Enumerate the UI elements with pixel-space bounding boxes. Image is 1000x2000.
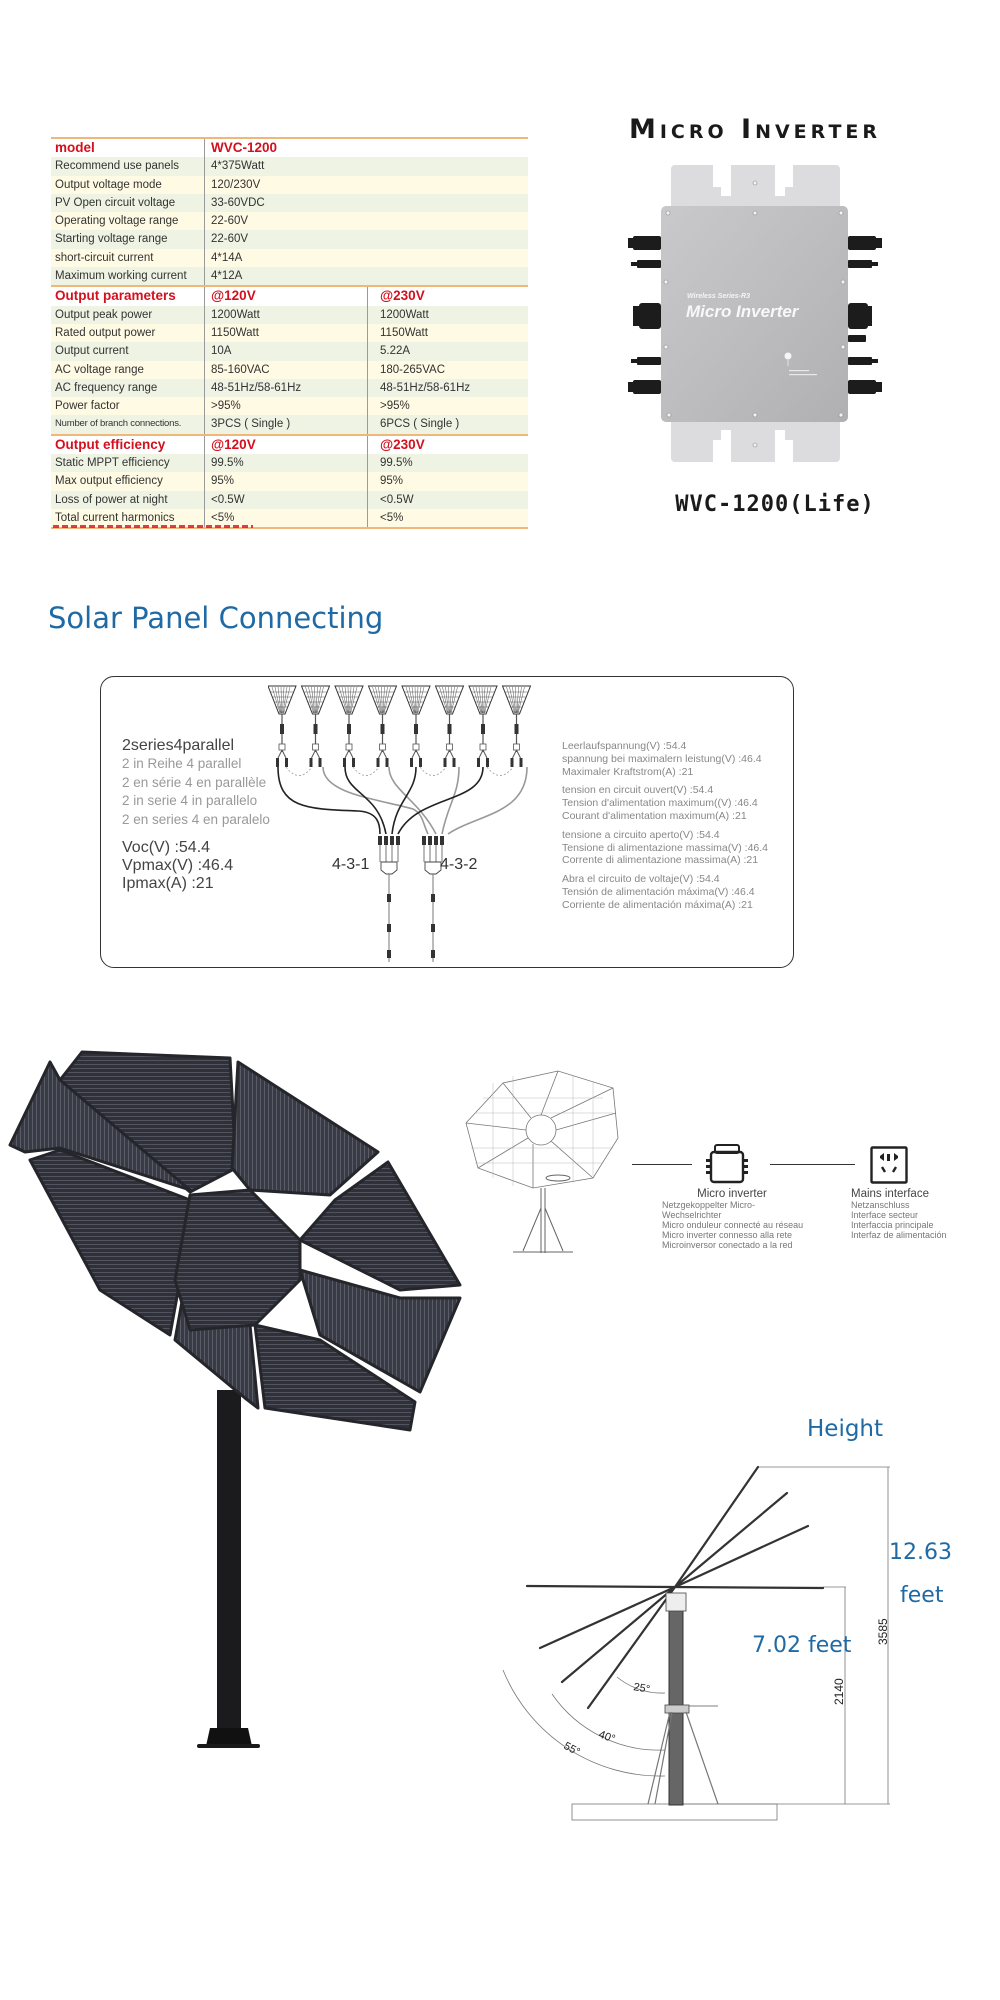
value-230v: <0.5W [367,491,528,509]
total-height-unit: feet [900,1583,944,1608]
row-value: 4*12A [204,267,528,285]
angle-label-55: 55° [561,1740,582,1759]
solar-panel-icon [469,686,497,714]
flow-sub-line: Interfaz de alimentación [851,1230,947,1240]
row-value: 33-60VDC [204,194,528,212]
config-title: 2series4parallel [122,737,235,754]
row-label: Output current [55,345,129,358]
value-120v: >95% [204,397,367,415]
output-efficiency-header-row [51,436,528,454]
solar-tree-photo [0,1040,480,1760]
row-label: AC frequency range [55,381,158,394]
solar-panel-icon [369,686,397,714]
column-header-120v: @120V [211,288,256,304]
micro-inverter-device-image [625,160,885,465]
column-header-230v: @230V [380,288,425,304]
flow-sub-line: Microinversor conectado a la red [662,1240,793,1250]
output-parameters-header-row [51,287,528,305]
value-230v: 1200Watt [367,306,528,324]
value-230v: 5.22A [367,342,528,360]
row-label: Total current harmonics [55,511,175,524]
spec-line: Corriente de alimentación máxima(A) :21 [562,898,753,911]
spec-group-it [562,829,768,867]
spec-line: tensione a circuito aperto(V) :54.4 [562,828,720,841]
column-header-120v: @120V [211,436,256,452]
table-row [51,157,528,175]
spec-vpmax: Vpmax(V) :46.4 [122,857,234,874]
value-120v: 48-51Hz/58-61Hz [204,379,367,397]
row-label: PV Open circuit voltage [55,196,176,209]
table-row [51,491,528,509]
table-row [51,415,528,433]
spec-line: Tension d'alimentation maximum((V) :46.4 [562,797,758,810]
row-label: Number of branch connections. [55,418,182,430]
row-value: 22-60V [204,212,528,230]
spec-line: Abra el circuito de voltaje(V) :54.4 [562,873,720,886]
row-value: 4*14A [204,249,528,267]
height-dimension-drawing [500,1400,900,1830]
branch-label-4-3-2: 4-3-2 [440,856,478,873]
spec-ipmax: Ipmax(A) :21 [122,875,214,892]
table-row [51,230,528,248]
angle-label-40: 40° [596,1728,617,1746]
row-value: 4*375Watt [204,157,528,175]
spec-line: Tensión de alimentación máxima(V) :46.4 [562,885,755,898]
value-230v: 180-265VAC [367,361,528,379]
spec-table [51,137,528,529]
value-120v: 10A [204,342,367,360]
config-translation: 2 en series 4 en paralelo [122,811,270,827]
section-title: Solar Panel Connecting [48,601,384,635]
section-label: Output efficiency [55,436,166,452]
flow-sub-line: Micro inverter connesso alla rete [662,1230,793,1240]
spec-line: Corrente di alimentazione massima(A) :21 [562,854,759,867]
row-label: Loss of power at night [55,493,168,506]
table-row [51,379,528,397]
solar-tree-sketch [463,1068,623,1260]
table-row [51,324,528,342]
value-230v: 48-51Hz/58-61Hz [367,379,528,397]
value-120v: 1150Watt [204,324,367,342]
row-label: Maximum working current [55,270,187,283]
table-row [51,361,528,379]
product-title: Micro Inverter [628,114,882,145]
table-row [51,267,528,285]
mains-interface-label: Mains interface [851,1188,929,1200]
spec-group-fr [562,784,768,822]
dimension-2140: 2140 [832,1678,846,1705]
table-row [51,454,528,472]
solar-panel-icon [402,686,430,714]
spec-group-de [562,740,768,778]
value-230v: 95% [367,472,528,490]
value-120v: <5% [204,509,367,527]
mains-interface-caption [851,1188,981,1240]
value-120v: 3PCS ( Single ) [204,415,367,433]
config-translation: 2 in serie 4 in parallelo [122,793,258,808]
table-row [51,249,528,267]
spec-line: tension en circuit ouvert(V) :54.4 [562,784,714,797]
row-label: Power factor [55,400,120,413]
branch-label-4-3-1: 4-3-1 [332,856,370,873]
model-label: model [55,140,95,155]
value-120v: 99.5% [204,454,367,472]
value-230v: 99.5% [367,454,528,472]
solar-panel-icon [335,686,363,714]
model-caption: WVC-1200(Life) [675,492,875,517]
row-label: Operating voltage range [55,215,179,228]
solar-panel-icon [503,686,531,714]
spec-voc: Voc(V) :54.4 [122,839,211,856]
spec-line: Leerlaufspannung(V) :54.4 [562,740,687,752]
flow-sub-line: Netzanschluss [851,1200,910,1210]
spec-group-es [562,873,768,911]
table-row [51,194,528,212]
flow-sub-line: Interfaccia principale [851,1220,934,1230]
value-120v: <0.5W [204,491,367,509]
pivot-height-value: 7.02 feet [752,1633,852,1658]
value-120v: 95% [204,472,367,490]
row-label: Output voltage mode [55,178,162,191]
value-230v: >95% [367,397,528,415]
table-row [51,176,528,194]
device-name-label: Micro Inverter [686,302,799,321]
wiring-diagram [268,684,548,969]
model-value: WVC-1200 [211,140,278,155]
flow-sub-line: Netzgekoppelter Micro-Wechselrichter [662,1200,756,1220]
solar-panel-icon [302,686,330,714]
connection-config [122,736,270,893]
row-label: Starting voltage range [55,233,168,246]
multilingual-specs [562,740,768,918]
model-section [51,137,528,285]
dimension-3585: 3585 [876,1618,890,1645]
column-header-230v: @230V [380,436,425,452]
micro-inverter-icon [705,1143,749,1185]
total-height-value: 12.63 [889,1540,952,1565]
table-row [51,306,528,324]
table-row [51,472,528,490]
table-row [51,212,528,230]
output-parameters-section [51,285,528,433]
spec-line: Courant d'alimentation maximum(A) :21 [562,809,747,822]
model-header-row [51,139,528,157]
row-value: 22-60V [204,230,528,248]
row-value: 120/230V [204,176,528,194]
config-translation: 2 in Reihe 4 parallel [122,756,242,771]
row-label: short-circuit current [55,251,154,264]
solar-panel-icon [268,686,296,714]
row-label: Static MPPT efficiency [55,457,170,470]
row-label: Rated output power [55,326,156,339]
value-120v: 85-160VAC [204,361,367,379]
table-row [51,342,528,360]
spec-line: Maximaler Kraftstrom(A) :21 [562,765,694,778]
clipped-footnote [53,525,253,528]
flow-connector-line [770,1164,855,1165]
output-efficiency-section [51,434,528,527]
row-label: Max output efficiency [55,475,163,488]
flow-sub-line: Micro onduleur connecté au réseau [662,1220,804,1230]
config-translation: 2 en série 4 en parallèle [122,774,267,790]
height-title: Height [807,1416,884,1442]
value-120v: 1200Watt [204,306,367,324]
section-label: Output parameters [55,288,176,304]
value-230v: 1150Watt [367,324,528,342]
spec-line: spannung bei maximalern leistung(V) :46.4 [562,752,762,765]
micro-inverter-caption [662,1188,812,1250]
mains-socket-icon [870,1146,908,1184]
spec-line: Tensione di alimentazione massima(V) :46.4 [562,841,769,854]
row-label: Output peak power [55,308,153,321]
angle-label-25: 25° [632,1681,651,1696]
table-row [51,397,528,415]
flow-sub-line: Interface secteur [851,1210,919,1220]
solar-panel-icon [436,686,464,714]
device-series-label: Wireless Series-R3 [687,293,750,300]
flow-connector-line [632,1164,692,1165]
row-label: AC voltage range [55,363,144,376]
value-230v: 6PCS ( Single ) [367,415,528,433]
micro-inverter-label: Micro inverter [697,1188,767,1200]
value-230v: <5% [367,509,528,527]
row-label: Recommend use panels [55,160,180,173]
